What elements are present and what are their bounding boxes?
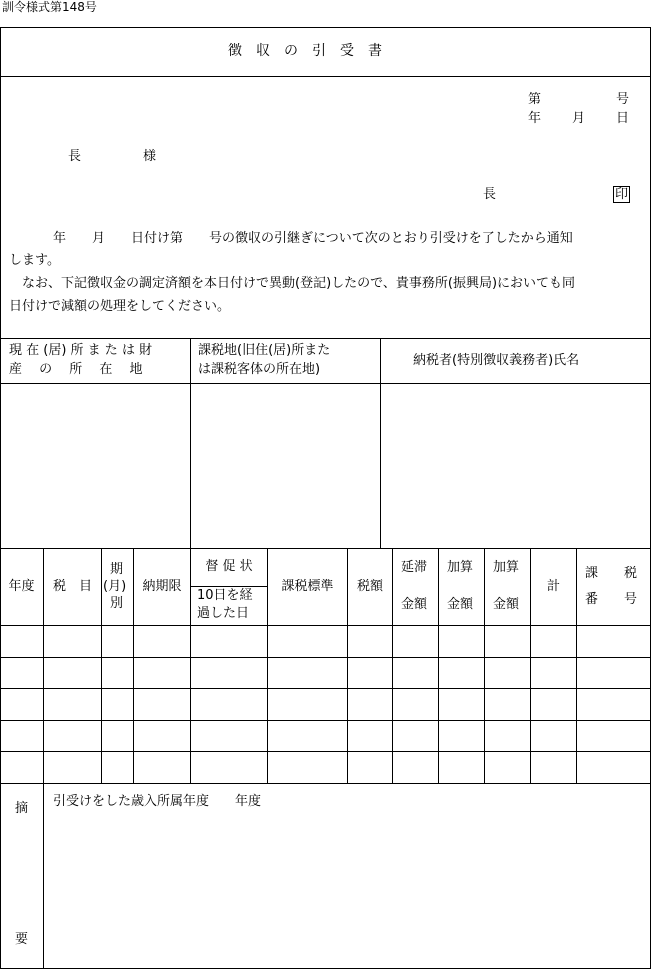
frame-left [0, 27, 1, 969]
t2-entai-2: 金額 [401, 597, 428, 612]
t1-header-line [0, 383, 651, 384]
document-title: 徴 収 の 引 受 書 [228, 43, 382, 59]
addressee-sama: 様 [143, 149, 157, 164]
t1-col2-line2: は課税客体の所在地) [198, 362, 321, 377]
t2-row-line-2 [0, 657, 651, 658]
form-number: 訓令様式第148号 [2, 0, 97, 14]
t2-vline-8 [438, 548, 439, 783]
t2-ki-3: 別 [110, 596, 124, 611]
t2-kazei-hyojun: 課税標準 [281, 578, 334, 594]
t2-row-line-4 [0, 720, 651, 721]
remarks-yo: 要 [15, 932, 29, 947]
remarks-teki: 摘 [15, 801, 29, 816]
sender-cho: 長 [483, 187, 497, 202]
t2-bottom-line [0, 783, 651, 784]
t2-vline-7 [392, 548, 393, 783]
t1-vline-2 [380, 338, 381, 548]
date-day: 日 [616, 111, 630, 126]
t1-col1-line1: 現 在 (居) 所 ま た は 財 [9, 343, 153, 358]
t2-kei: 計 [546, 578, 560, 594]
number-dai: 第 [528, 92, 542, 107]
t2-kasan2-2: 金額 [493, 597, 520, 612]
t2-ki-2: (月) [103, 579, 127, 594]
t1-col3: 納税者(特別徴収義務者)氏名 [413, 353, 580, 368]
seal-mark: 印 [615, 187, 629, 202]
t2-kasan1-1: 加算 [447, 560, 474, 575]
body-line-2: します。 [9, 253, 60, 268]
t2-kazei-bango-2: 番 号 [585, 592, 638, 607]
body-line-1: 年 月 日付け第 号の徴収の引継ぎについて次のとおり引受けを了したから通知 [53, 231, 573, 246]
t2-vline-2 [101, 548, 102, 783]
t2-entai-1: 延滞 [401, 560, 428, 575]
t1-col1-line2: 産 の 所 在 地 [9, 362, 143, 377]
t1-vline-1 [190, 338, 191, 548]
t2-nokigen: 納期限 [142, 578, 182, 594]
t2-row-line-1 [0, 625, 651, 626]
t2-keika-2: 過した日 [197, 606, 250, 621]
frame-top [0, 27, 651, 28]
title-divider [0, 76, 651, 77]
t2-tokusokujo: 督 促 状 [205, 559, 253, 575]
date-month: 月 [572, 111, 586, 126]
t2-vline-11 [576, 548, 577, 783]
addressee-cho: 長 [68, 149, 82, 164]
body-line-3: なお、下記徴収金の調定済額を本日付けで異動(登記)したので、貴事務所(振興局)においても同 [22, 276, 576, 291]
number-go: 号 [616, 92, 630, 107]
t2-kasan2-1: 加算 [493, 560, 520, 575]
remarks-text: 引受けをした歳入所属年度 年度 [53, 794, 262, 809]
t2-ki-1: 期 [110, 562, 124, 577]
t2-vline-9 [484, 548, 485, 783]
t2-zeimoku: 税 目 [52, 578, 92, 594]
t2-row-line-3 [0, 688, 651, 689]
t2-tokusoku-divider [190, 586, 268, 587]
t2-kasan1-2: 金額 [447, 597, 474, 612]
remarks-vline [43, 783, 44, 969]
t2-nendo: 年度 [8, 578, 35, 594]
body-line-4: 日付けで減額の処理をしてください。 [9, 299, 231, 314]
t2-row-line-5 [0, 751, 651, 752]
t2-keika-1: 10日を経 [197, 588, 253, 603]
t2-kazei-bango-1: 課 税 [585, 566, 638, 581]
t2-zeigaku: 税額 [356, 578, 383, 594]
t1-col2-line1: 課税地(旧住(居)所また [198, 343, 331, 358]
date-year: 年 [528, 111, 542, 126]
upper-divider [0, 338, 651, 339]
